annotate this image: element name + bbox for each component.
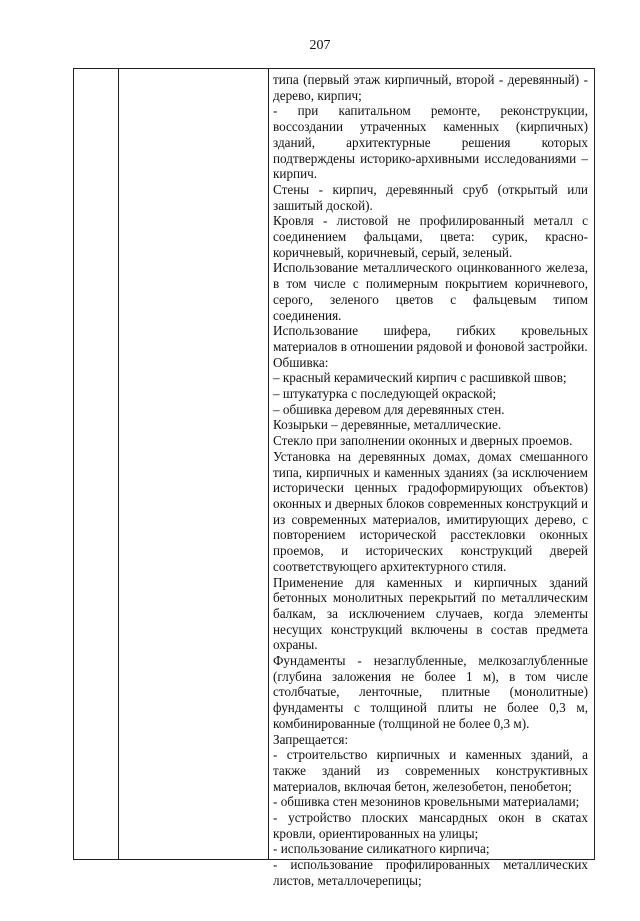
- paragraph: Использование шифера, гибких кровельных материалов в отношении рядовой и фоновой застройки.: [273, 323, 588, 354]
- list-item: - использование профилированных металлических листов, металлочерепицы;: [273, 857, 588, 888]
- column-divider-2: [268, 69, 269, 859]
- paragraph: Стекло при заполнении оконных и дверных проемов.: [273, 433, 573, 449]
- page-number: 207: [309, 38, 331, 53]
- list-item: - обшивка стен мезонинов кровельными материалами;: [273, 794, 580, 810]
- regulations-table: [73, 68, 595, 888]
- list-item: – красный керамический кирпич с расшивкой швов;: [273, 370, 567, 386]
- paragraph: Кровля - листовой не профилированный металл с соединением фальцами, цвета: сурик, красно-коричневый, коричневый, серый, зеленый.: [273, 213, 588, 260]
- column-divider-1: [118, 69, 119, 859]
- paragraph: Фундаменты - незаглубленные, мелкозаглубленные (глубина заложения не более 1 м), в том числе столбчатые, ленточные, плитные (монолитные) фундаменты с толщиной плиты не более 0,3 м, комбинированные (толщиной не более 0,3 м).: [273, 653, 588, 731]
- paragraph: Запрещается:: [273, 731, 349, 747]
- paragraph: Установка на деревянных домах, домах смешанного типа, кирпичных и каменных зданиях (за исключением исторически ценных градоформирующих объектов) оконных и дверных блоков современных конструкций и из современных материалов, имитирующих дерево, с повторением исторической расстекловки оконных проемов, и исторических конструкций дверей соответствующего архитектурного стиля.: [273, 448, 588, 574]
- paragraph: Применение для каменных и кирпичных зданий бетонных монолитных перекрытий по металлическим балкам, за исключением случаев, когда элементы несущих конструкций включены в состав предмета охраны.: [273, 574, 588, 653]
- paragraph: - при капитальном ремонте, реконструкции, воссоздании утраченных каменных (кирпичных) зданий, архитектурные решения которых подтверждены историко-архивными исследованиями – кирпич.: [273, 103, 588, 182]
- paragraph: Обшивка:: [273, 354, 329, 370]
- list-item: - использование силикатного кирпича;: [273, 841, 490, 857]
- paragraph: типа (первый этаж кирпичный, второй - деревянный) - дерево, кирпич;: [273, 72, 588, 103]
- list-item: – штукатурка с последующей окраской;: [273, 386, 497, 402]
- paragraph: Использование металлического оцинкованного железа, в том числе с полимерным покрытием коричневого, серого, зеленого цветов с фальцевым типом соединения.: [273, 260, 588, 323]
- paragraph: Козырьки – деревянные, металлические.: [273, 417, 502, 433]
- paragraph: Стены - кирпич, деревянный сруб (открытый или зашитый доской).: [273, 181, 588, 213]
- requirements-cell: [273, 72, 588, 889]
- list-item: – обшивка деревом для деревянных стен.: [273, 401, 505, 417]
- list-item: - устройство плоских мансардных окон в скатах кровли, ориентированных на улицы;: [273, 810, 588, 841]
- list-item: - строительство кирпичных и каменных зданий, а также зданий из современных конструктивных материалов, включая бетон, железобетон, пенобетон;: [273, 747, 588, 794]
